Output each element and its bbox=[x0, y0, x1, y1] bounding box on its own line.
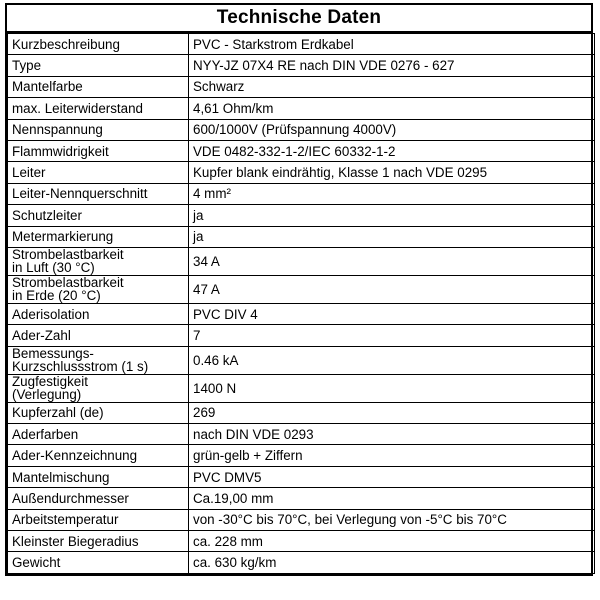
sheet-title: Technische Daten bbox=[5, 3, 593, 31]
spec-label: Flammwidrigkeit bbox=[8, 140, 189, 161]
spec-label: Bemessungs- Kurzschlussstrom (1 s) bbox=[8, 346, 189, 374]
spec-row bbox=[8, 275, 595, 303]
spec-table-body bbox=[8, 34, 595, 574]
spec-row bbox=[8, 55, 595, 76]
spec-value: PVC - Starkstrom Erdkabel bbox=[189, 34, 595, 55]
spec-row bbox=[8, 205, 595, 226]
spec-value: Ca.19,00 mm bbox=[189, 488, 595, 509]
spec-row bbox=[8, 552, 595, 573]
spec-label: Ader-Zahl bbox=[8, 325, 189, 346]
spec-row bbox=[8, 119, 595, 140]
spec-value: nach DIN VDE 0293 bbox=[189, 424, 595, 445]
spec-row bbox=[8, 183, 595, 204]
spec-label: Aderfarben bbox=[8, 424, 189, 445]
spec-label: Nennspannung bbox=[8, 119, 189, 140]
spec-row bbox=[8, 140, 595, 161]
spec-label: Aderisolation bbox=[8, 303, 189, 324]
spec-label: Ader-Kennzeichnung bbox=[8, 445, 189, 466]
spec-row bbox=[8, 402, 595, 423]
spec-label: Zugfestigkeit (Verlegung) bbox=[8, 374, 189, 402]
spec-label: Kupferzahl (de) bbox=[8, 402, 189, 423]
spec-value: 600/1000V (Prüfspannung 4000V) bbox=[189, 119, 595, 140]
spec-label: Type bbox=[8, 55, 189, 76]
spec-label: Kleinster Biegeradius bbox=[8, 531, 189, 552]
spec-row bbox=[8, 34, 595, 55]
spec-value: ca. 228 mm bbox=[189, 531, 595, 552]
technical-data-sheet bbox=[5, 3, 593, 576]
spec-row bbox=[8, 247, 595, 275]
spec-row bbox=[8, 531, 595, 552]
spec-value: ca. 630 kg/km bbox=[189, 552, 595, 573]
spec-row bbox=[8, 98, 595, 119]
spec-value: 4 mm² bbox=[189, 183, 595, 204]
spec-value: 34 A bbox=[189, 247, 595, 275]
spec-row bbox=[8, 424, 595, 445]
spec-row bbox=[8, 226, 595, 247]
spec-value: ja bbox=[189, 226, 595, 247]
spec-label: Gewicht bbox=[8, 552, 189, 573]
spec-label: Schutzleiter bbox=[8, 205, 189, 226]
spec-label: Arbeitstemperatur bbox=[8, 509, 189, 530]
spec-value: PVC DMV5 bbox=[189, 466, 595, 487]
spec-label: Leiter bbox=[8, 162, 189, 183]
spec-row bbox=[8, 303, 595, 324]
spec-row bbox=[8, 162, 595, 183]
spec-value: 0.46 kA bbox=[189, 346, 595, 374]
spec-value: 4,61 Ohm/km bbox=[189, 98, 595, 119]
spec-value: von -30°C bis 70°C, bei Verlegung von -5°C bis 70°C bbox=[189, 509, 595, 530]
spec-row bbox=[8, 325, 595, 346]
spec-label: Mantelmischung bbox=[8, 466, 189, 487]
spec-value: PVC DIV 4 bbox=[189, 303, 595, 324]
spec-label: Strombelastbarkeit in Luft (30 °C) bbox=[8, 247, 189, 275]
spec-label: Mantelfarbe bbox=[8, 76, 189, 97]
spec-label: Leiter-Nennquerschnitt bbox=[8, 183, 189, 204]
spec-value: NYY-JZ 07X4 RE nach DIN VDE 0276 - 627 bbox=[189, 55, 595, 76]
spec-row bbox=[8, 76, 595, 97]
spec-label: max. Leiterwiderstand bbox=[8, 98, 189, 119]
spec-value: 1400 N bbox=[189, 374, 595, 402]
spec-value: ja bbox=[189, 205, 595, 226]
spec-row bbox=[8, 374, 595, 402]
spec-label: Kurzbeschreibung bbox=[8, 34, 189, 55]
spec-label: Metermarkierung bbox=[8, 226, 189, 247]
spec-row bbox=[8, 346, 595, 374]
spec-value: Kupfer blank eindrähtig, Klasse 1 nach VDE 0295 bbox=[189, 162, 595, 183]
spec-table bbox=[7, 33, 595, 574]
spec-row bbox=[8, 488, 595, 509]
spec-label: Strombelastbarkeit in Erde (20 °C) bbox=[8, 275, 189, 303]
spec-value: Schwarz bbox=[189, 76, 595, 97]
spec-table-frame bbox=[5, 31, 593, 576]
spec-value: grün-gelb + Ziffern bbox=[189, 445, 595, 466]
spec-row bbox=[8, 445, 595, 466]
spec-value: 7 bbox=[189, 325, 595, 346]
spec-row bbox=[8, 509, 595, 530]
spec-value: 47 A bbox=[189, 275, 595, 303]
spec-value: 269 bbox=[189, 402, 595, 423]
spec-value: VDE 0482-332-1-2/IEC 60332-1-2 bbox=[189, 140, 595, 161]
spec-row bbox=[8, 466, 595, 487]
spec-label: Außendurchmesser bbox=[8, 488, 189, 509]
